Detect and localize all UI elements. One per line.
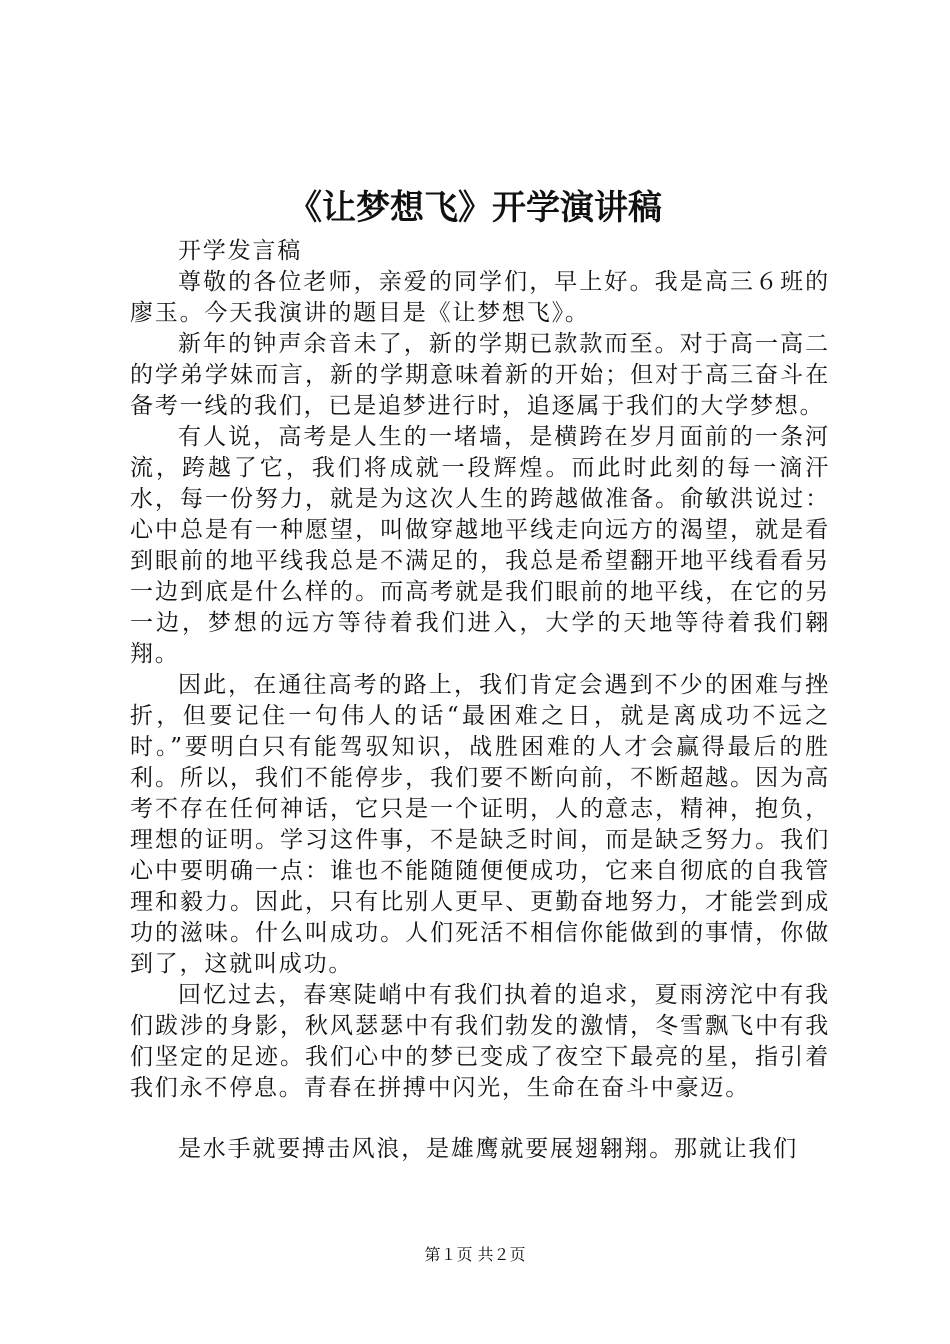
paragraph-sailor: 是水手就要搏击风浪，是雄鹰就要展翅翱翔。那就让我们 (178, 1136, 798, 1162)
document-body (130, 236, 830, 1165)
paragraph-horizon: 有人说，高考是人生的一堵墙，是横跨在岁月面前的一条河流，跨越了它，我们将成就一段辉煌。而此时此刻的每一滴汗水，每一份努力，就是为这次人生的跨越做准备。俞敏洪说过：心中总是有一种愿望，叫做穿越地平线走向远方的渴望，就是看到眼前的地平线我总是不满足的，我总是希望翻开地平线看看另一边到底是什么样的。而高考就是我们眼前的地平线，在它的另一边，梦想的远方等待着我们进入，大学的天地等待着我们翱翔。 (130, 424, 830, 667)
paragraph-difficulties: 因此，在通往高考的路上，我们肯定会遇到不少的困难与挫折，但要记住一句伟人的话“最困难之日，就是离成功不远之时。”要明白只有能驾驭知识，战胜困难的人才会赢得最后的胜利。所以，我们不能停步，我们要不断向前，不断超越。因为高考不存在任何神话，它只是一个证明，人的意志，精神，抱负，理想的证明。学习这件事，不是缺乏时间，而是缺乏努力。我们心中要明确一点：谁也不能随随便便成功，它来自彻底的自我管理和毅力。因此，只有比别人更早、更勤奋地努力，才能尝到成功的滋味。什么叫成功。人们死活不相信你能做到的事情，你做到了，这就叫成功。 (130, 672, 830, 977)
document-title: 《让梦想飞》开学演讲稿 (288, 188, 662, 228)
paragraph-memories: 回忆过去，春寒陡峭中有我们执着的追求，夏雨滂沱中有我们跋涉的身影，秋风瑟瑟中有我们勃发的激情，冬雪飘飞中有我们坚定的足迹。我们心中的梦已变成了夜空下最亮的星，指引着我们永不停息。青春在拼搏中闪光，生命在奋斗中豪迈。 (130, 982, 830, 1101)
paragraph-greeting: 尊敬的各位老师，亲爱的同学们，早上好。我是高三６班的廖玉。今天我演讲的题目是《让梦想飞》。 (130, 269, 830, 326)
paragraph-subtitle: 开学发言稿 (178, 238, 302, 264)
paragraph-new-term: 新年的钟声余音未了，新的学期已款款而至。对于高一高二的学弟学妹而言，新的学期意味着新的开始；但对于高三奋斗在备考一线的我们，已是追梦进行时，追逐属于我们的大学梦想。 (130, 331, 830, 419)
page-footer: 第１页 共２页 (424, 1245, 526, 1264)
